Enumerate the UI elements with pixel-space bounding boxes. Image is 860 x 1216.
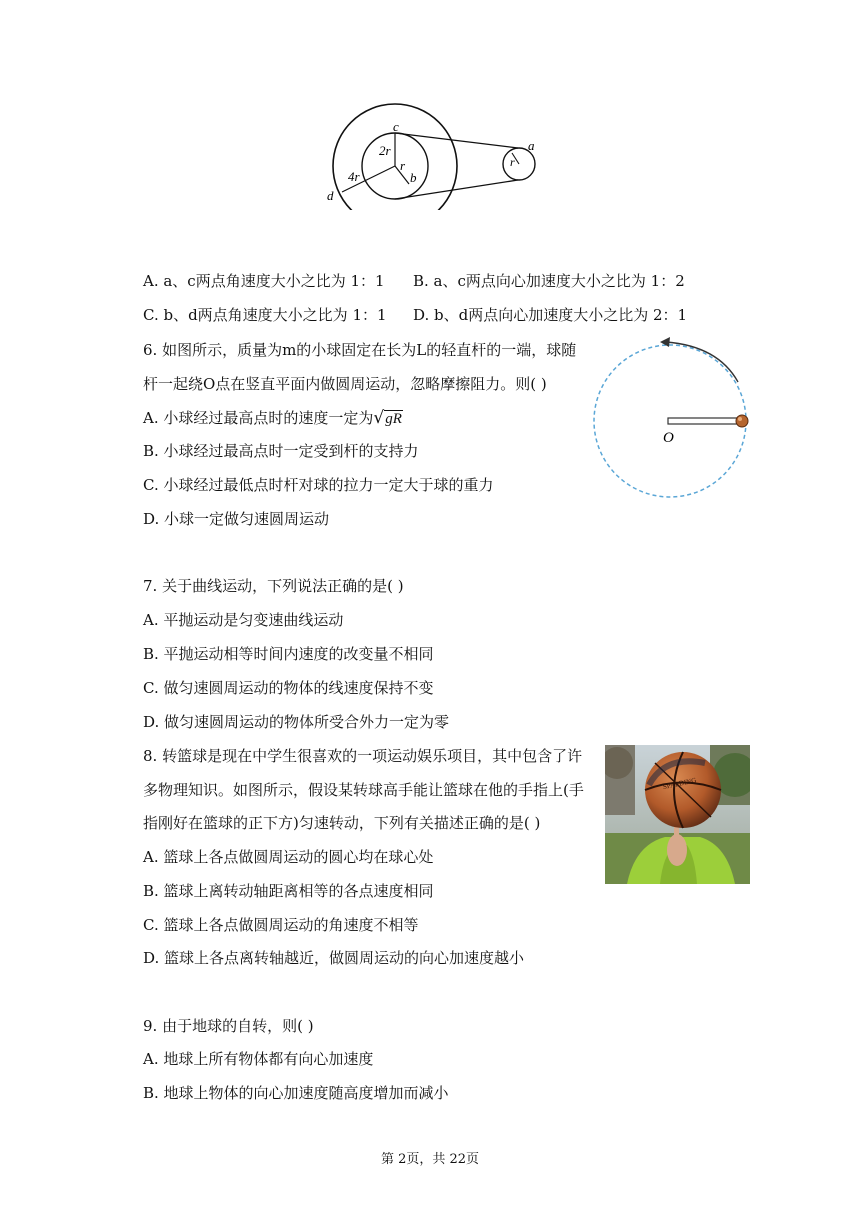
label-o: O — [663, 430, 674, 446]
q5-option-b: B. a、c两点向心加速度大小之比为 1：2 — [413, 272, 685, 290]
q6-stem-line2: 杆一起绕O点在竖直平面内做圆周运动，忽略摩擦阻力。则( ) — [143, 375, 547, 393]
ball-brand-text: SPALDING — [662, 776, 698, 792]
q8-option-a: A. 篮球上各点做圆周运动的圆心均在球心处 — [143, 848, 434, 866]
q8-option-d: D. 篮球上各点离转轴越近，做圆周运动的向心加速度越小 — [143, 949, 525, 967]
q7-option-d: D. 做匀速圆周运动的物体所受合外力一定为零 — [143, 713, 450, 731]
q7-stem: 7. 关于曲线运动，下列说法正确的是( ) — [143, 577, 404, 595]
label-d: d — [327, 188, 334, 203]
q7-option-b: B. 平抛运动相等时间内速度的改变量不相同 — [143, 645, 434, 663]
q6-stem-line1: 6. 如图所示，质量为m的小球固定在长为L的轻直杆的一端，球随 — [143, 341, 577, 359]
q6-option-d: D. 小球一定做匀速圆周运动 — [143, 510, 330, 528]
q8-stem-line3: 指刚好在篮球的正下方)匀速转动，下列有关描述正确的是( ) — [143, 814, 541, 832]
label-r-inner: r — [400, 158, 406, 173]
q9-option-a: A. 地球上所有物体都有向心加速度 — [143, 1050, 374, 1068]
label-2r: 2r — [379, 143, 391, 158]
label-r-small: r — [510, 155, 515, 169]
label-b: b — [410, 170, 417, 185]
q9-option-b: B. 地球上物体的向心加速度随高度增加而减小 — [143, 1084, 449, 1102]
q8-option-c: C. 篮球上各点做圆周运动的角速度不相等 — [143, 916, 419, 934]
label-a: a — [528, 138, 535, 153]
sqrt-sign: √ — [373, 408, 385, 428]
belt-drive-figure — [322, 100, 544, 210]
q7-option-c: C. 做匀速圆周运动的物体的线速度保持不变 — [143, 679, 434, 697]
q8-stem-line1: 8. 转篮球是现在中学生很喜欢的一项运动娱乐项目，其中包含了许 — [143, 747, 583, 765]
q6-option-b: B. 小球经过最高点时一定受到杆的支持力 — [143, 442, 419, 460]
rod-circle-figure — [588, 334, 754, 504]
q8-stem-line2: 多物理知识。如图所示，假设某转球高手能让篮球在他的手指上(手 — [143, 781, 584, 799]
label-c: c — [393, 119, 399, 134]
basketball-photo — [605, 745, 750, 884]
q8-option-b: B. 篮球上离转动轴距离相等的各点速度相同 — [143, 882, 434, 900]
q6-option-c: C. 小球经过最低点时杆对球的拉力一定大于球的重力 — [143, 476, 494, 494]
q9-stem: 9. 由于地球的自转，则( ) — [143, 1017, 314, 1035]
q6-option-a — [143, 408, 403, 429]
sqrt-radicand: gR — [385, 411, 402, 427]
q5-option-a: A. a、c两点角速度大小之比为 1：1 — [143, 272, 385, 290]
q5-option-c: C. b、d两点角速度大小之比为 1：1 — [143, 306, 387, 324]
q6-option-a-text: A. 小球经过最高点时的速度一定为 — [143, 409, 374, 427]
q5-option-d: D. b、d两点向心加速度大小之比为 2：1 — [413, 306, 688, 324]
label-4r: 4r — [348, 169, 360, 184]
q7-option-a: A. 平抛运动是匀变速曲线运动 — [143, 611, 344, 629]
page-footer: 第 2页，共 22页 — [380, 1152, 480, 1167]
